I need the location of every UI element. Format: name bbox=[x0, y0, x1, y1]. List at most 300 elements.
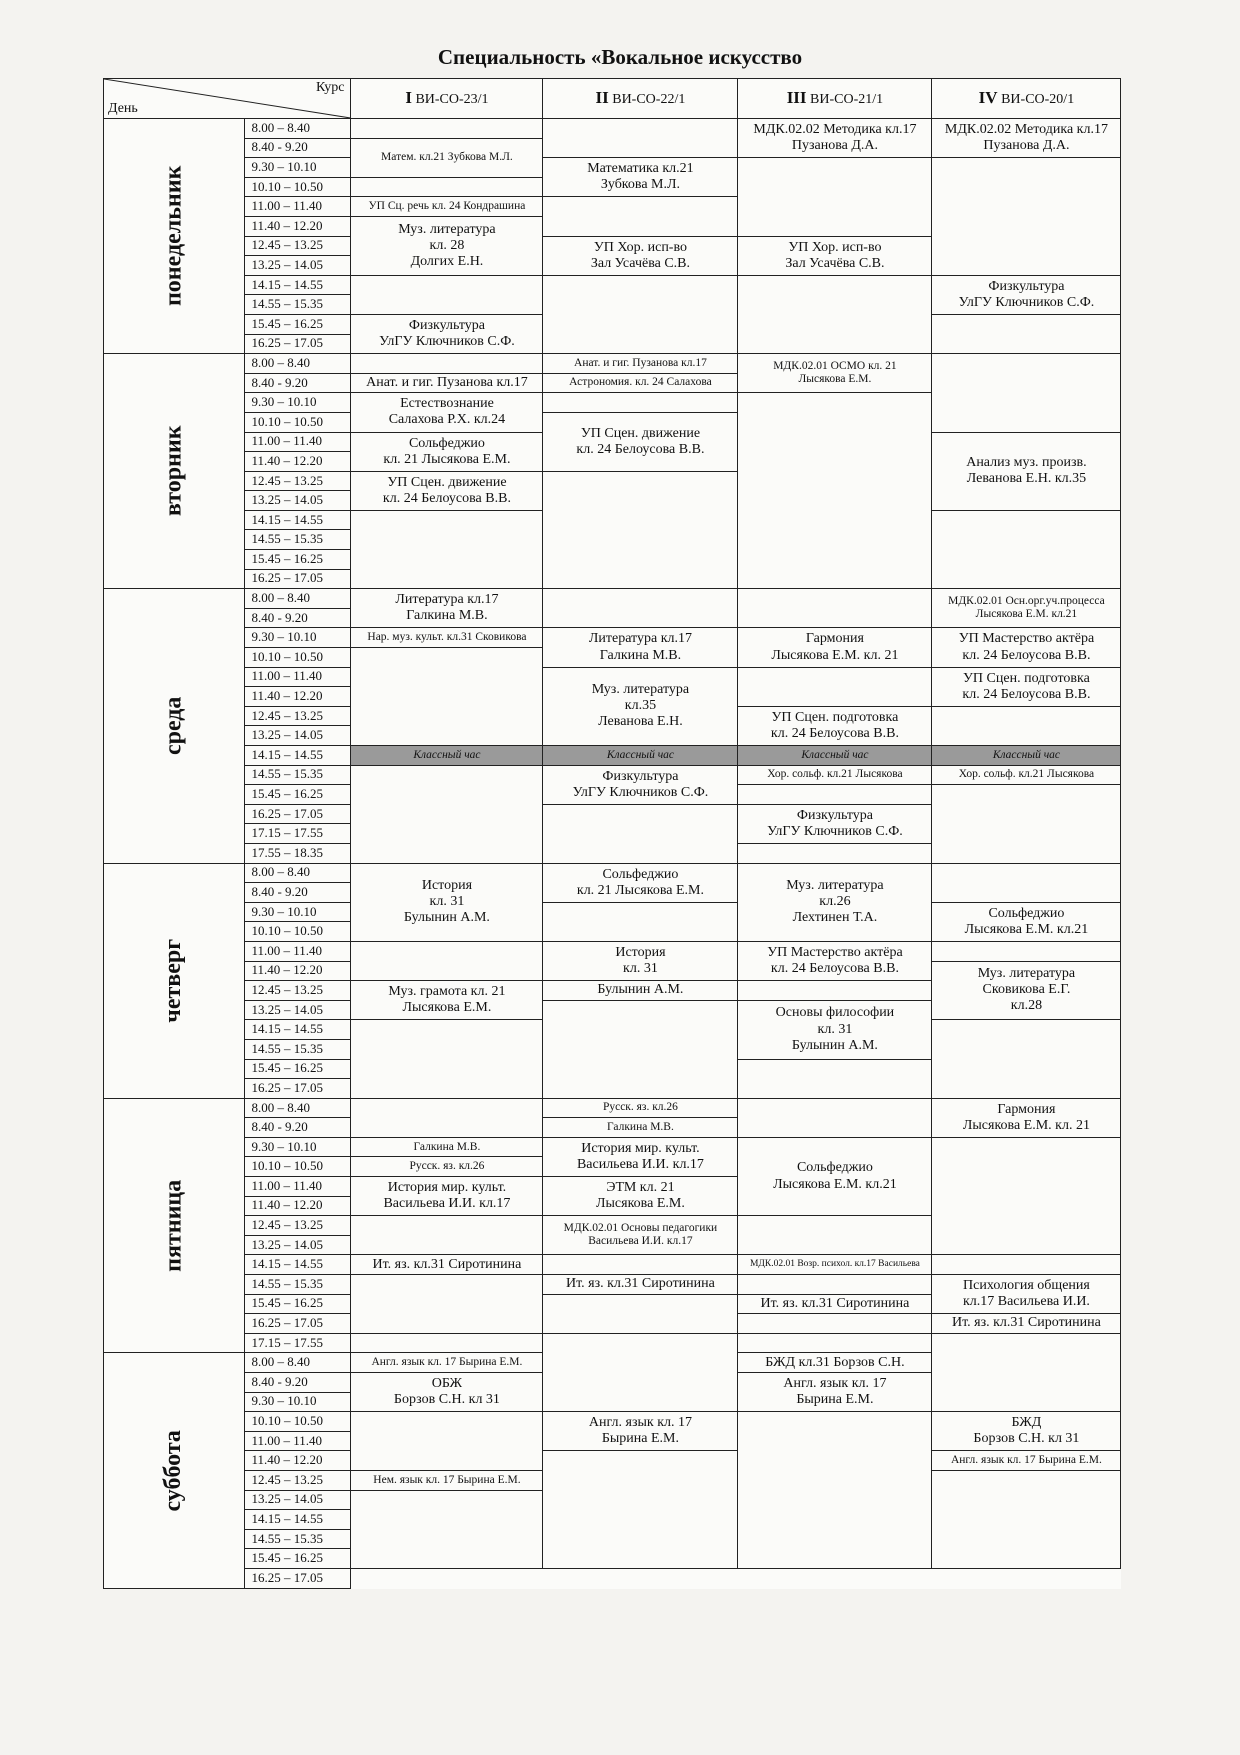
lesson-text: ЭТМ кл. 21 bbox=[606, 1180, 675, 1196]
lesson-cell bbox=[351, 863, 543, 941]
schedule-row bbox=[104, 275, 1121, 295]
day-name: вторник bbox=[160, 425, 187, 517]
lesson-cell bbox=[351, 177, 543, 197]
lesson-cell bbox=[932, 785, 1121, 863]
time-slot: 9.30 – 10.10 bbox=[245, 628, 351, 648]
lesson-text: МДК.02.02 Методика кл.17 bbox=[753, 122, 917, 137]
lesson-text: Классный час bbox=[992, 748, 1061, 761]
lesson-cell bbox=[351, 981, 543, 1020]
lesson-text: Лысякова Е.М. кл. 21 bbox=[771, 647, 899, 663]
lesson-text: Англ. язык кл. 17 Бырина Е.М. bbox=[950, 1454, 1102, 1467]
lesson-cell bbox=[738, 393, 932, 589]
lesson-text: Анат. и гиг. Пузанова кл.17 bbox=[366, 374, 528, 390]
time-slot: 10.10 – 10.50 bbox=[245, 922, 351, 942]
lesson-text: МДК.02.01 Возр. психол. кл.17 Васильева bbox=[749, 1259, 920, 1270]
time-slot: 16.25 – 17.05 bbox=[245, 804, 351, 824]
lesson-text: Литература кл.17 bbox=[395, 592, 499, 608]
lesson-text: Лысякова Е.М. кл. 21 bbox=[962, 1117, 1090, 1133]
lesson-cell bbox=[738, 1314, 932, 1334]
time-slot: 12.45 – 13.25 bbox=[245, 471, 351, 491]
lesson-text: Сковикова Е.Г. bbox=[982, 982, 1071, 998]
lesson-text: Пузанова Д.А. bbox=[983, 138, 1070, 154]
group-header-3: III ВИ-СО-21/1 bbox=[738, 79, 932, 119]
lesson-text: МДК.02.01 Осн.орг.уч.процесса bbox=[948, 595, 1105, 608]
lesson-text: кл. 24 Белоусова В.В. bbox=[770, 725, 899, 741]
lesson-cell bbox=[351, 1216, 543, 1255]
lesson-cell bbox=[543, 373, 738, 393]
lesson-cell bbox=[351, 471, 543, 510]
time-slot: 16.25 – 17.05 bbox=[245, 334, 351, 354]
schedule-row bbox=[104, 1137, 1121, 1157]
lesson-cell bbox=[932, 432, 1121, 510]
lesson-text: Зал Усачёва С.В. bbox=[590, 255, 691, 271]
lesson-text: Сольфеджио bbox=[602, 866, 679, 882]
lesson-cell bbox=[738, 1373, 932, 1412]
lesson-cell bbox=[351, 1333, 543, 1353]
lesson-cell bbox=[543, 628, 738, 667]
lesson-cell bbox=[543, 941, 738, 980]
lesson-text: Васильева И.И. кл.17 bbox=[588, 1235, 693, 1248]
lesson-text: УП Мастерство актёра bbox=[958, 631, 1095, 647]
lesson-text: кл. 24 Белоусова В.В. bbox=[962, 686, 1091, 702]
schedule-row bbox=[104, 746, 1121, 766]
lesson-text: Ит. яз. кл.31 Сиротинина bbox=[372, 1256, 522, 1272]
lesson-text: Леванова Е.Н. bbox=[598, 714, 683, 730]
lesson-text: Пузанова Д.А. bbox=[791, 138, 879, 154]
lesson-text: Борзов С.Н. кл 31 bbox=[973, 1431, 1080, 1447]
day-name: суббота bbox=[160, 1429, 187, 1512]
lesson-text: УлГУ Ключников С.Ф. bbox=[379, 334, 515, 350]
lesson-text: Лысякова Е.М. кл.21 bbox=[773, 1176, 897, 1192]
time-slot: 9.30 – 10.10 bbox=[245, 158, 351, 178]
day-cell bbox=[104, 1353, 245, 1588]
lesson-cell bbox=[738, 589, 932, 628]
lesson-text: Муз. литература bbox=[591, 682, 690, 698]
time-slot: 9.30 – 10.10 bbox=[245, 393, 351, 413]
lesson-cell bbox=[738, 1255, 932, 1275]
time-slot: 8.40 - 9.20 bbox=[245, 883, 351, 903]
lesson-text: кл. 28 bbox=[429, 237, 465, 253]
lesson-cell bbox=[932, 158, 1121, 276]
lesson-text: Классный час bbox=[413, 748, 481, 761]
lesson-cell bbox=[351, 746, 543, 766]
time-slot: 17.15 – 17.55 bbox=[245, 824, 351, 844]
day-name: четверг bbox=[160, 938, 187, 1023]
lesson-text: Матем. кл.21 Зубкова М.Л. bbox=[381, 151, 513, 164]
lesson-cell bbox=[543, 1177, 738, 1216]
day-cell bbox=[104, 589, 245, 863]
lesson-text: кл. 24 Белоусова В.В. bbox=[770, 961, 899, 977]
lesson-text: Физкультура bbox=[408, 317, 485, 333]
lesson-cell bbox=[351, 373, 543, 393]
lesson-text: Муз. литература bbox=[398, 221, 496, 237]
lesson-text: кл.28 bbox=[1010, 998, 1043, 1014]
time-slot: 17.15 – 17.55 bbox=[245, 1333, 351, 1353]
time-slot: 11.40 – 12.20 bbox=[245, 452, 351, 472]
time-slot: 11.40 – 12.20 bbox=[245, 961, 351, 981]
lesson-text: БЖД кл.31 Борзов С.Н. bbox=[765, 1354, 905, 1370]
lesson-cell bbox=[543, 1294, 738, 1333]
time-slot: 14.15 – 14.55 bbox=[245, 510, 351, 530]
time-slot: 14.55 – 15.35 bbox=[245, 530, 351, 550]
time-slot: 8.40 - 9.20 bbox=[245, 373, 351, 393]
time-slot: 15.45 – 16.25 bbox=[245, 1059, 351, 1079]
lesson-text: УП Сцен. подготовка bbox=[963, 670, 1090, 686]
lesson-cell bbox=[543, 236, 738, 275]
time-slot: 8.00 – 8.40 bbox=[245, 1098, 351, 1118]
lesson-text: Бырина Е.М. bbox=[601, 1431, 680, 1447]
time-slot: 13.25 – 14.05 bbox=[245, 1490, 351, 1510]
lesson-cell bbox=[738, 1000, 932, 1059]
time-slot: 8.00 – 8.40 bbox=[245, 589, 351, 609]
lesson-cell bbox=[932, 902, 1121, 941]
lesson-text: Галкина М.В. bbox=[599, 647, 682, 663]
lesson-cell bbox=[351, 648, 543, 746]
lesson-cell bbox=[932, 628, 1121, 667]
schedule-row bbox=[104, 902, 1121, 922]
time-slot: 8.40 - 9.20 bbox=[245, 138, 351, 158]
lesson-cell bbox=[932, 706, 1121, 745]
lesson-text: Борзов С.Н. кл 31 bbox=[393, 1392, 500, 1408]
lesson-cell bbox=[351, 1157, 543, 1177]
lesson-text: УП Сцен. подготовка bbox=[771, 709, 899, 725]
time-slot: 14.55 – 15.35 bbox=[245, 295, 351, 315]
lesson-cell bbox=[351, 1177, 543, 1216]
time-slot: 14.55 – 15.35 bbox=[245, 1275, 351, 1295]
schedule-row bbox=[104, 158, 1121, 178]
day-cell bbox=[104, 354, 245, 589]
lesson-text: кл.26 bbox=[819, 894, 851, 910]
lesson-cell bbox=[932, 1098, 1121, 1137]
lesson-text: кл.35 bbox=[624, 698, 657, 714]
time-slot: 11.00 – 11.40 bbox=[245, 1177, 351, 1197]
lesson-text: УП Хор. исп-во bbox=[593, 239, 687, 255]
lesson-cell bbox=[738, 1137, 932, 1215]
lesson-cell bbox=[351, 393, 543, 432]
lesson-cell bbox=[351, 1412, 543, 1471]
schedule-table bbox=[103, 78, 1121, 1589]
lesson-text: УлГУ Ключников С.Ф. bbox=[572, 784, 709, 800]
lesson-text: УП Хор. исп-во bbox=[788, 239, 882, 255]
time-slot: 8.00 – 8.40 bbox=[245, 354, 351, 374]
lesson-text: Зубкова М.Л. bbox=[600, 177, 680, 193]
lesson-text: Долгих Е.Н. bbox=[410, 253, 484, 269]
course-label: Курс bbox=[315, 80, 345, 95]
lesson-text: УП Сцен. движение bbox=[580, 425, 701, 441]
schedule-row bbox=[104, 1412, 1121, 1432]
lesson-text: Русск. яз. кл.26 bbox=[602, 1101, 678, 1114]
lesson-text: Муз. литература bbox=[786, 878, 884, 894]
lesson-text: Бырина Е.М. bbox=[796, 1392, 874, 1408]
header-row bbox=[104, 79, 1121, 119]
lesson-text: кл.17 Васильева И.И. bbox=[962, 1294, 1090, 1310]
lesson-cell bbox=[932, 746, 1121, 766]
lesson-text: ОБЖ bbox=[431, 1376, 463, 1391]
lesson-cell bbox=[738, 863, 932, 941]
time-slot: 13.25 – 14.05 bbox=[245, 1000, 351, 1020]
lesson-cell bbox=[738, 628, 932, 667]
time-slot: 14.55 – 15.35 bbox=[245, 1529, 351, 1549]
day-name: среда bbox=[160, 696, 187, 756]
lesson-cell bbox=[932, 275, 1121, 314]
time-slot: 16.25 – 17.05 bbox=[245, 569, 351, 589]
time-slot: 8.40 - 9.20 bbox=[245, 1373, 351, 1393]
lesson-text: кл. 31 bbox=[623, 961, 658, 977]
lesson-text: Нем. язык кл. 17 Бырина Е.М. bbox=[373, 1473, 521, 1486]
lesson-cell bbox=[738, 1412, 932, 1569]
time-slot: 16.25 – 17.05 bbox=[245, 1079, 351, 1099]
lesson-cell bbox=[543, 1333, 738, 1411]
lesson-text: Лысякова Е.М. bbox=[402, 1000, 492, 1016]
lesson-text: Галкина М.В. bbox=[607, 1120, 674, 1133]
lesson-cell bbox=[738, 941, 932, 980]
lesson-cell bbox=[543, 1451, 738, 1569]
schedule-row bbox=[104, 1333, 1121, 1353]
lesson-cell bbox=[738, 746, 932, 766]
time-slot: 12.45 – 13.25 bbox=[245, 981, 351, 1001]
time-slot: 13.25 – 14.05 bbox=[245, 256, 351, 276]
time-slot: 15.45 – 16.25 bbox=[245, 785, 351, 805]
lesson-cell bbox=[543, 158, 738, 197]
time-slot: 12.45 – 13.25 bbox=[245, 1216, 351, 1236]
lesson-text: УП Мастерство актёра bbox=[767, 944, 903, 960]
day-label: День bbox=[108, 100, 138, 116]
lesson-cell bbox=[351, 119, 543, 139]
lesson-cell bbox=[543, 981, 738, 1001]
lesson-cell bbox=[932, 1275, 1121, 1314]
lesson-text: Лехтинен Т.А. bbox=[792, 910, 878, 926]
lesson-cell bbox=[932, 863, 1121, 902]
lesson-text: Хор. сольф. кл.21 Лысякова bbox=[958, 768, 1095, 781]
lesson-text: кл. 31 bbox=[817, 1021, 853, 1037]
lesson-cell bbox=[543, 1275, 738, 1295]
lesson-text: Англ. язык кл. 17 bbox=[783, 1376, 887, 1391]
lesson-text: Нар. муз. культ. кл.31 Сковикова bbox=[367, 631, 527, 644]
time-slot: 9.30 – 10.10 bbox=[245, 902, 351, 922]
time-slot: 8.40 - 9.20 bbox=[245, 608, 351, 628]
lesson-cell bbox=[738, 119, 932, 158]
lesson-cell bbox=[351, 1490, 543, 1568]
lesson-cell bbox=[932, 961, 1121, 1020]
lesson-text: Муз. грамота кл. 21 bbox=[388, 984, 506, 1000]
lesson-text: Леванова Е.Н. кл.35 bbox=[966, 471, 1087, 487]
lesson-text: Гармония bbox=[997, 1101, 1056, 1117]
lesson-text: кл. 24 Белоусова В.В. bbox=[962, 647, 1091, 663]
lesson-text: Физкультура bbox=[988, 278, 1065, 294]
schedule-row bbox=[104, 941, 1121, 961]
lesson-text: История bbox=[421, 878, 473, 894]
lesson-cell bbox=[932, 1451, 1121, 1471]
time-slot: 14.55 – 15.35 bbox=[245, 1039, 351, 1059]
lesson-text: Васильева И.И. кл.17 bbox=[383, 1196, 511, 1212]
time-slot: 8.00 – 8.40 bbox=[245, 119, 351, 139]
lesson-text: Васильева И.И. кл.17 bbox=[576, 1156, 704, 1172]
page-title: Специальность «Вокальное искусство bbox=[437, 45, 803, 69]
time-slot: 15.45 – 16.25 bbox=[245, 1294, 351, 1314]
lesson-cell bbox=[738, 1333, 932, 1353]
lesson-cell bbox=[738, 1275, 932, 1295]
time-slot: 16.25 – 17.05 bbox=[245, 1568, 351, 1588]
lesson-cell bbox=[738, 275, 932, 353]
lesson-cell bbox=[351, 1020, 543, 1098]
lesson-cell bbox=[932, 1255, 1121, 1275]
lesson-text: Естествознание bbox=[400, 396, 494, 412]
time-slot: 15.45 – 16.25 bbox=[245, 1549, 351, 1569]
lesson-text: Сольфеджио bbox=[796, 1160, 873, 1176]
schedule-row bbox=[104, 628, 1121, 648]
lesson-cell bbox=[932, 314, 1121, 353]
lesson-cell bbox=[351, 589, 543, 628]
time-slot: 12.45 – 13.25 bbox=[245, 1470, 351, 1490]
lesson-cell bbox=[543, 804, 738, 863]
time-slot: 11.40 – 12.20 bbox=[245, 1196, 351, 1216]
time-slot: 11.40 – 12.20 bbox=[245, 1451, 351, 1471]
time-slot: 14.15 – 14.55 bbox=[245, 1510, 351, 1530]
lesson-cell bbox=[738, 765, 932, 785]
lesson-cell bbox=[543, 1098, 738, 1118]
time-slot: 8.40 - 9.20 bbox=[245, 1118, 351, 1138]
lesson-cell bbox=[738, 158, 932, 236]
lesson-text: Ит. яз. кл.31 Сиротинина bbox=[951, 1315, 1101, 1331]
lesson-cell bbox=[738, 1353, 932, 1373]
lesson-text: Англ. язык кл. 17 Бырина Е.М. bbox=[371, 1356, 523, 1369]
lesson-cell bbox=[932, 765, 1121, 785]
schedule-row bbox=[104, 119, 1121, 139]
lesson-cell bbox=[543, 1255, 738, 1275]
time-slot: 14.15 – 14.55 bbox=[245, 275, 351, 295]
lesson-text: Лысякова Е.М. bbox=[596, 1196, 685, 1212]
lesson-cell bbox=[351, 1470, 543, 1490]
lesson-text: МДК.02.02 Методика кл.17 bbox=[944, 122, 1108, 137]
lesson-cell bbox=[932, 1314, 1121, 1334]
lesson-cell bbox=[738, 1294, 932, 1314]
lesson-text: УлГУ Ключников С.Ф. bbox=[958, 294, 1095, 310]
lesson-cell bbox=[738, 1059, 932, 1098]
lesson-cell bbox=[351, 314, 543, 353]
lesson-text: кл. 24 Белоусова В.В. bbox=[382, 490, 511, 506]
time-slot: 13.25 – 14.05 bbox=[245, 491, 351, 511]
lesson-cell bbox=[932, 1333, 1121, 1411]
lesson-cell bbox=[738, 354, 932, 393]
lesson-text: История мир. культ. bbox=[387, 1180, 507, 1196]
time-slot: 15.45 – 16.25 bbox=[245, 550, 351, 570]
lesson-cell bbox=[351, 275, 543, 314]
lesson-cell bbox=[351, 354, 543, 374]
lesson-cell bbox=[932, 1137, 1121, 1255]
lesson-cell bbox=[351, 138, 543, 177]
lesson-cell bbox=[351, 197, 543, 217]
time-slot: 14.15 – 14.55 bbox=[245, 746, 351, 766]
schedule-row bbox=[104, 1275, 1121, 1295]
time-slot: 15.45 – 16.25 bbox=[245, 314, 351, 334]
lesson-text: кл. 21 Лысякова Е.М. bbox=[576, 882, 704, 898]
lesson-text: кл. 24 Белоусова В.В. bbox=[576, 441, 705, 457]
lesson-cell bbox=[351, 216, 543, 275]
lesson-cell bbox=[351, 1098, 543, 1137]
lesson-text: УП Сцен. движение bbox=[387, 474, 507, 490]
lesson-text: Анализ муз. произв. bbox=[966, 455, 1087, 471]
day-name: пятница bbox=[160, 1179, 187, 1272]
day-cell bbox=[104, 863, 245, 1098]
lesson-cell bbox=[738, 667, 932, 706]
time-slot: 14.15 – 14.55 bbox=[245, 1020, 351, 1040]
schedule-row bbox=[104, 589, 1121, 609]
lesson-cell bbox=[932, 589, 1121, 628]
schedule-row bbox=[104, 1451, 1121, 1471]
lesson-cell bbox=[932, 119, 1121, 158]
time-slot: 11.00 – 11.40 bbox=[245, 1431, 351, 1451]
lesson-cell bbox=[543, 1137, 738, 1176]
day-cell bbox=[104, 119, 245, 354]
lesson-text: УП Сц. речь кл. 24 Кондрашина bbox=[368, 200, 526, 213]
schedule-row bbox=[104, 1098, 1121, 1118]
lesson-cell bbox=[738, 804, 932, 843]
time-slot: 16.25 – 17.05 bbox=[245, 1314, 351, 1334]
lesson-text: Русск. яз. кл.26 bbox=[409, 1160, 485, 1173]
lesson-cell bbox=[543, 471, 738, 589]
lesson-cell bbox=[351, 1373, 543, 1412]
lesson-cell bbox=[932, 354, 1121, 432]
lesson-text: Сольфеджио bbox=[408, 435, 485, 451]
lesson-text: Анат. и гиг. Пузанова кл.17 bbox=[574, 356, 707, 369]
schedule-row bbox=[104, 765, 1121, 785]
lesson-text: Лысякова Е.М. кл.21 bbox=[964, 921, 1089, 937]
time-slot: 11.00 – 11.40 bbox=[245, 941, 351, 961]
lesson-cell bbox=[351, 510, 543, 588]
time-slot: 10.10 – 10.50 bbox=[245, 412, 351, 432]
lesson-cell bbox=[543, 354, 738, 374]
time-slot: 13.25 – 14.05 bbox=[245, 1235, 351, 1255]
group-header-4: IV ВИ-СО-20/1 bbox=[932, 79, 1121, 119]
schedule-row bbox=[104, 1255, 1121, 1275]
lesson-cell bbox=[738, 1216, 932, 1255]
day-cell bbox=[104, 1098, 245, 1353]
lesson-text: МДК.02.01 Основы педагогики bbox=[563, 1222, 718, 1235]
lesson-cell bbox=[932, 667, 1121, 706]
schedule-row bbox=[104, 863, 1121, 883]
lesson-text: кл. 21 Лысякова Е.М. bbox=[383, 451, 511, 467]
time-slot: 11.00 – 11.40 bbox=[245, 667, 351, 687]
lesson-cell bbox=[543, 667, 738, 745]
lesson-text: Классный час bbox=[801, 748, 869, 761]
time-slot: 8.00 – 8.40 bbox=[245, 863, 351, 883]
lesson-text: кл. 31 bbox=[429, 894, 465, 910]
lesson-text: Лысякова Е.М. bbox=[798, 373, 872, 386]
schedule-row bbox=[104, 354, 1121, 374]
lesson-cell bbox=[543, 275, 738, 353]
lesson-cell bbox=[932, 1412, 1121, 1451]
corner-header bbox=[104, 79, 351, 119]
lesson-text: Булынин А.М. bbox=[597, 982, 684, 998]
lesson-cell bbox=[543, 1216, 738, 1255]
time-slot: 13.25 – 14.05 bbox=[245, 726, 351, 746]
lesson-text: Астрономия. кл. 24 Салахова bbox=[569, 376, 712, 389]
lesson-text: Психология общения bbox=[963, 1278, 1090, 1294]
lesson-cell bbox=[543, 863, 738, 902]
lesson-cell bbox=[351, 1353, 543, 1373]
time-slot: 10.10 – 10.50 bbox=[245, 648, 351, 668]
lesson-text: Англ. язык кл. 17 bbox=[588, 1415, 692, 1431]
lesson-text: Муз. литература bbox=[977, 966, 1076, 982]
time-slot: 14.55 – 15.35 bbox=[245, 765, 351, 785]
time-slot: 14.15 – 14.55 bbox=[245, 1255, 351, 1275]
lesson-text: Галкина М.В. bbox=[413, 1140, 481, 1153]
time-slot: 17.55 – 18.35 bbox=[245, 843, 351, 863]
time-slot: 9.30 – 10.10 bbox=[245, 1137, 351, 1157]
lesson-cell bbox=[738, 981, 932, 1001]
lesson-cell bbox=[738, 843, 932, 863]
lesson-text: Сольфеджио bbox=[988, 905, 1065, 921]
